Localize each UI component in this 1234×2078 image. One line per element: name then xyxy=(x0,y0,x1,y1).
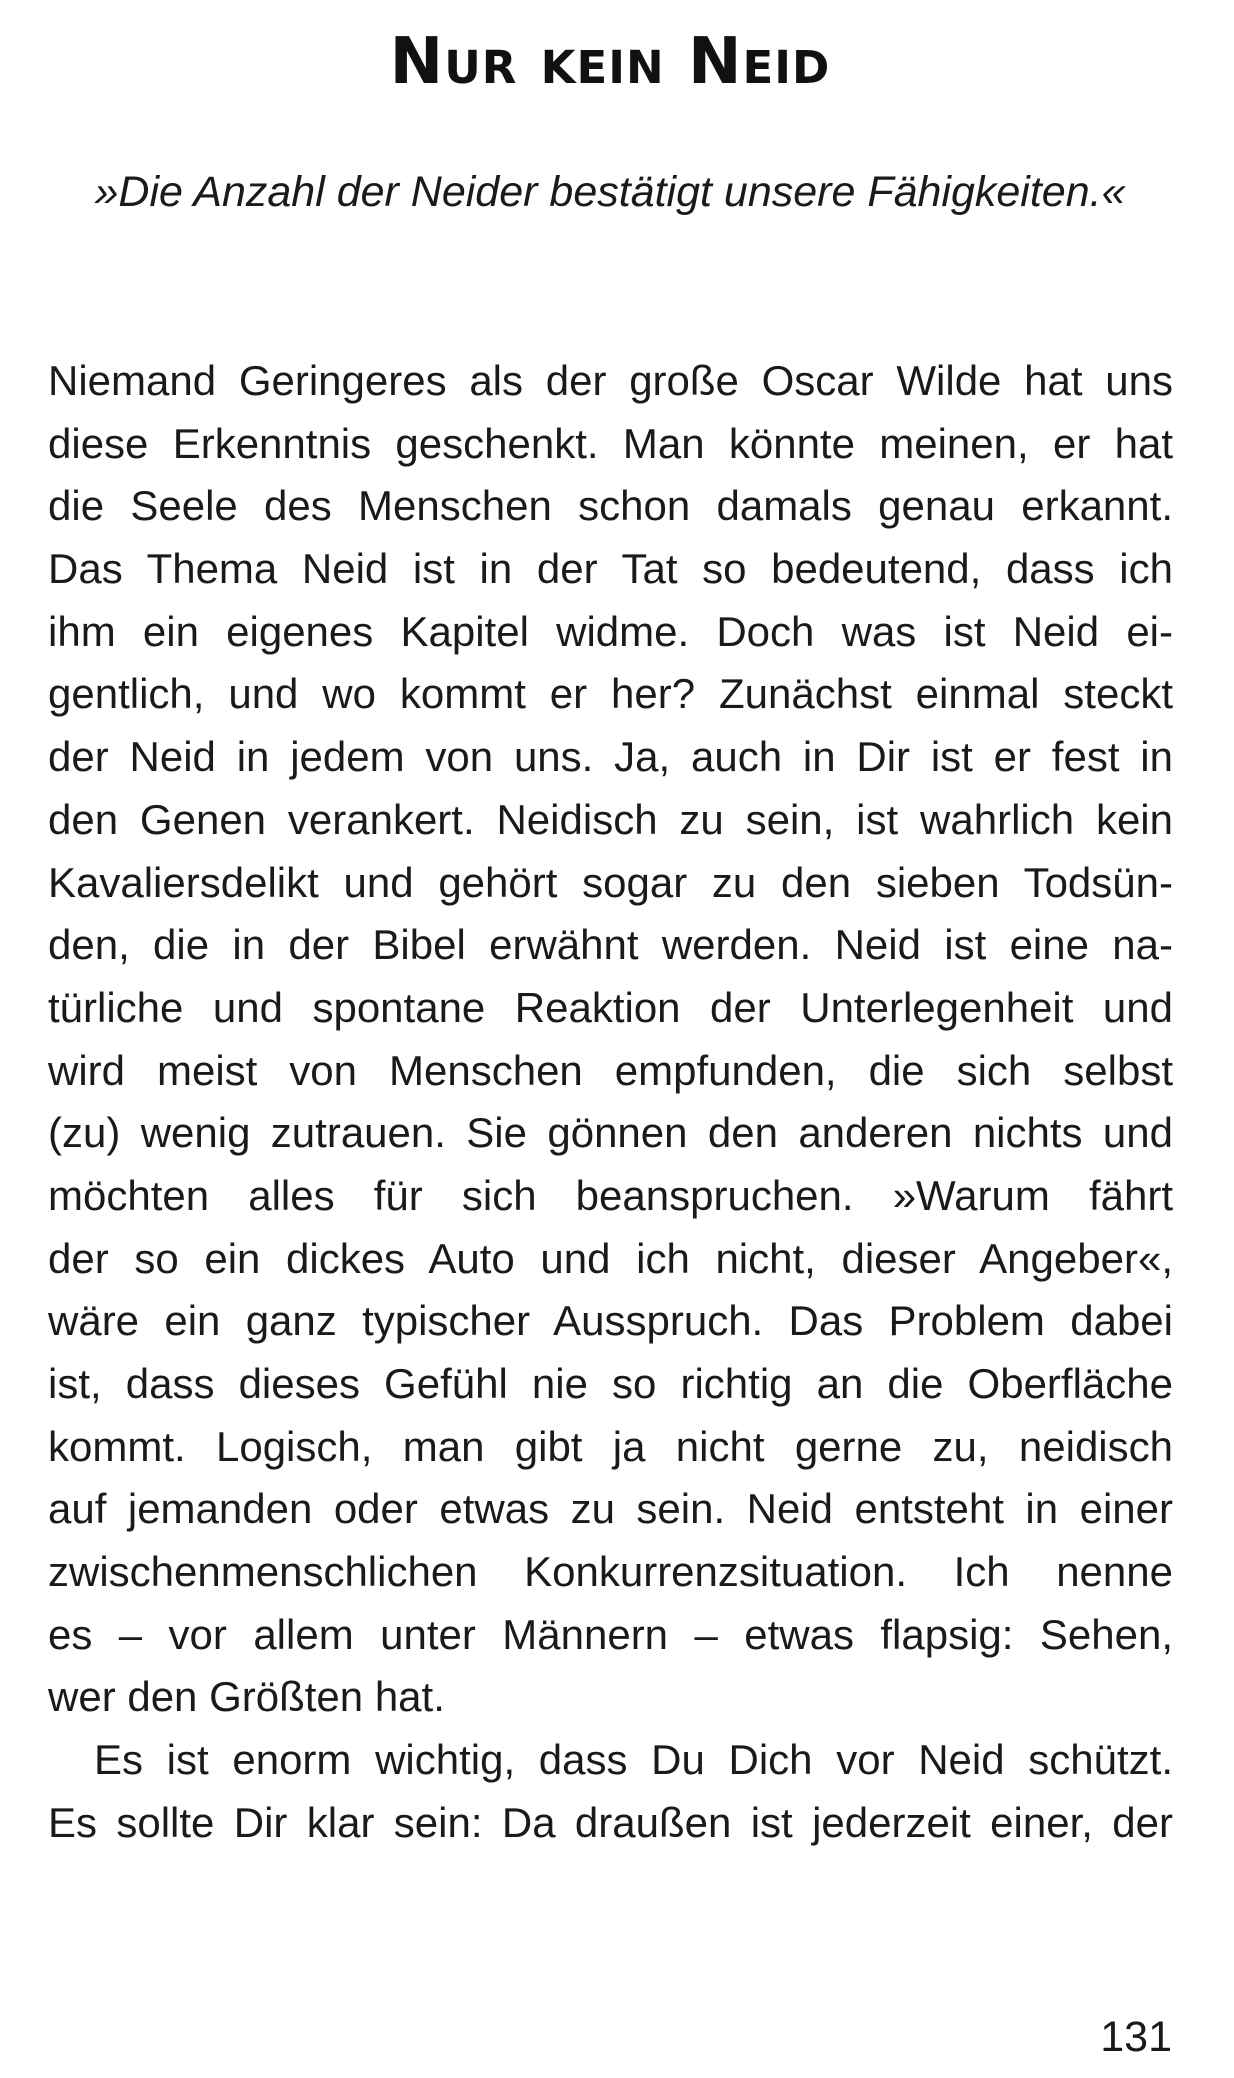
text-line: der Neid in jedem von uns. Ja, auch in Dir ist er fest in xyxy=(48,733,1173,781)
text-line: den Genen verankert. Neidisch zu sein, ist wahrlich kein xyxy=(48,795,1173,843)
text-line: Es sollte Dir klar sein: Da draußen ist jederzeit einer, der xyxy=(48,1798,1173,1846)
text-line: Es ist enorm wichtig, dass Du Dich vor Neid schützt. xyxy=(94,1736,1173,1784)
text-line: gentlich, und wo kommt er her? Zunächst einmal steckt xyxy=(48,670,1173,718)
text-line: ist, dass dieses Gefühl nie so richtig an die Oberfläche xyxy=(48,1360,1173,1407)
chapter-title: Nur kein Neid xyxy=(389,25,831,99)
text-line: wird meist von Menschen empfunden, die sich selbst xyxy=(48,1046,1173,1094)
text-line: auf jemanden oder etwas zu sein. Neid entsteht in einer xyxy=(48,1485,1173,1533)
text-line: Kavaliersdelikt und gehört sogar zu den sieben Todsün- xyxy=(48,858,1173,906)
text-line: Das Thema Neid ist in der Tat so bedeutend, dass ich xyxy=(48,545,1173,593)
text-line: ihm ein eigenes Kapitel widme. Doch was ist Neid ei- xyxy=(48,607,1173,655)
text-line: Niemand Geringeres als der große Oscar Wilde hat uns xyxy=(48,357,1173,404)
text-line: kommt. Logisch, man gibt ja nicht gerne zu, neidisch xyxy=(48,1422,1173,1470)
text-line: diese Erkenntnis geschenkt. Man könnte meinen, er hat xyxy=(48,419,1173,467)
body-text xyxy=(48,350,1173,1855)
text-line: es – vor allem unter Männern – etwas flapsig: Sehen, xyxy=(48,1610,1173,1658)
text-line: möchten alles für sich beanspruchen. »Warum fährt xyxy=(48,1171,1173,1219)
text-line: (zu) wenig zutrauen. Sie gönnen den anderen nichts und xyxy=(48,1109,1173,1157)
paragraph-1 xyxy=(48,350,1173,1729)
text-line: der so ein dickes Auto und ich nicht, dieser Angeber«, xyxy=(48,1234,1173,1282)
chapter-epigraph: »Die Anzahl der Neider bestätigt unsere Fähigkeiten.« xyxy=(94,168,1126,216)
paragraph-2 xyxy=(48,1729,1173,1854)
text-line: zwischenmenschlichen Konkurrenzsituation. Ich nenne xyxy=(48,1548,1173,1596)
text-line: die Seele des Menschen schon damals genau erkannt. xyxy=(48,482,1173,530)
text-line: den, die in der Bibel erwähnt werden. Neid ist eine na- xyxy=(48,921,1173,969)
text-line: wer den Größten hat. xyxy=(48,1673,445,1721)
text-line: türliche und spontane Reaktion der Unterlegenheit und xyxy=(48,983,1173,1031)
text-line: wäre ein ganz typischer Ausspruch. Das Problem dabei xyxy=(48,1297,1173,1345)
page-number: 131 xyxy=(1100,2013,1172,2061)
